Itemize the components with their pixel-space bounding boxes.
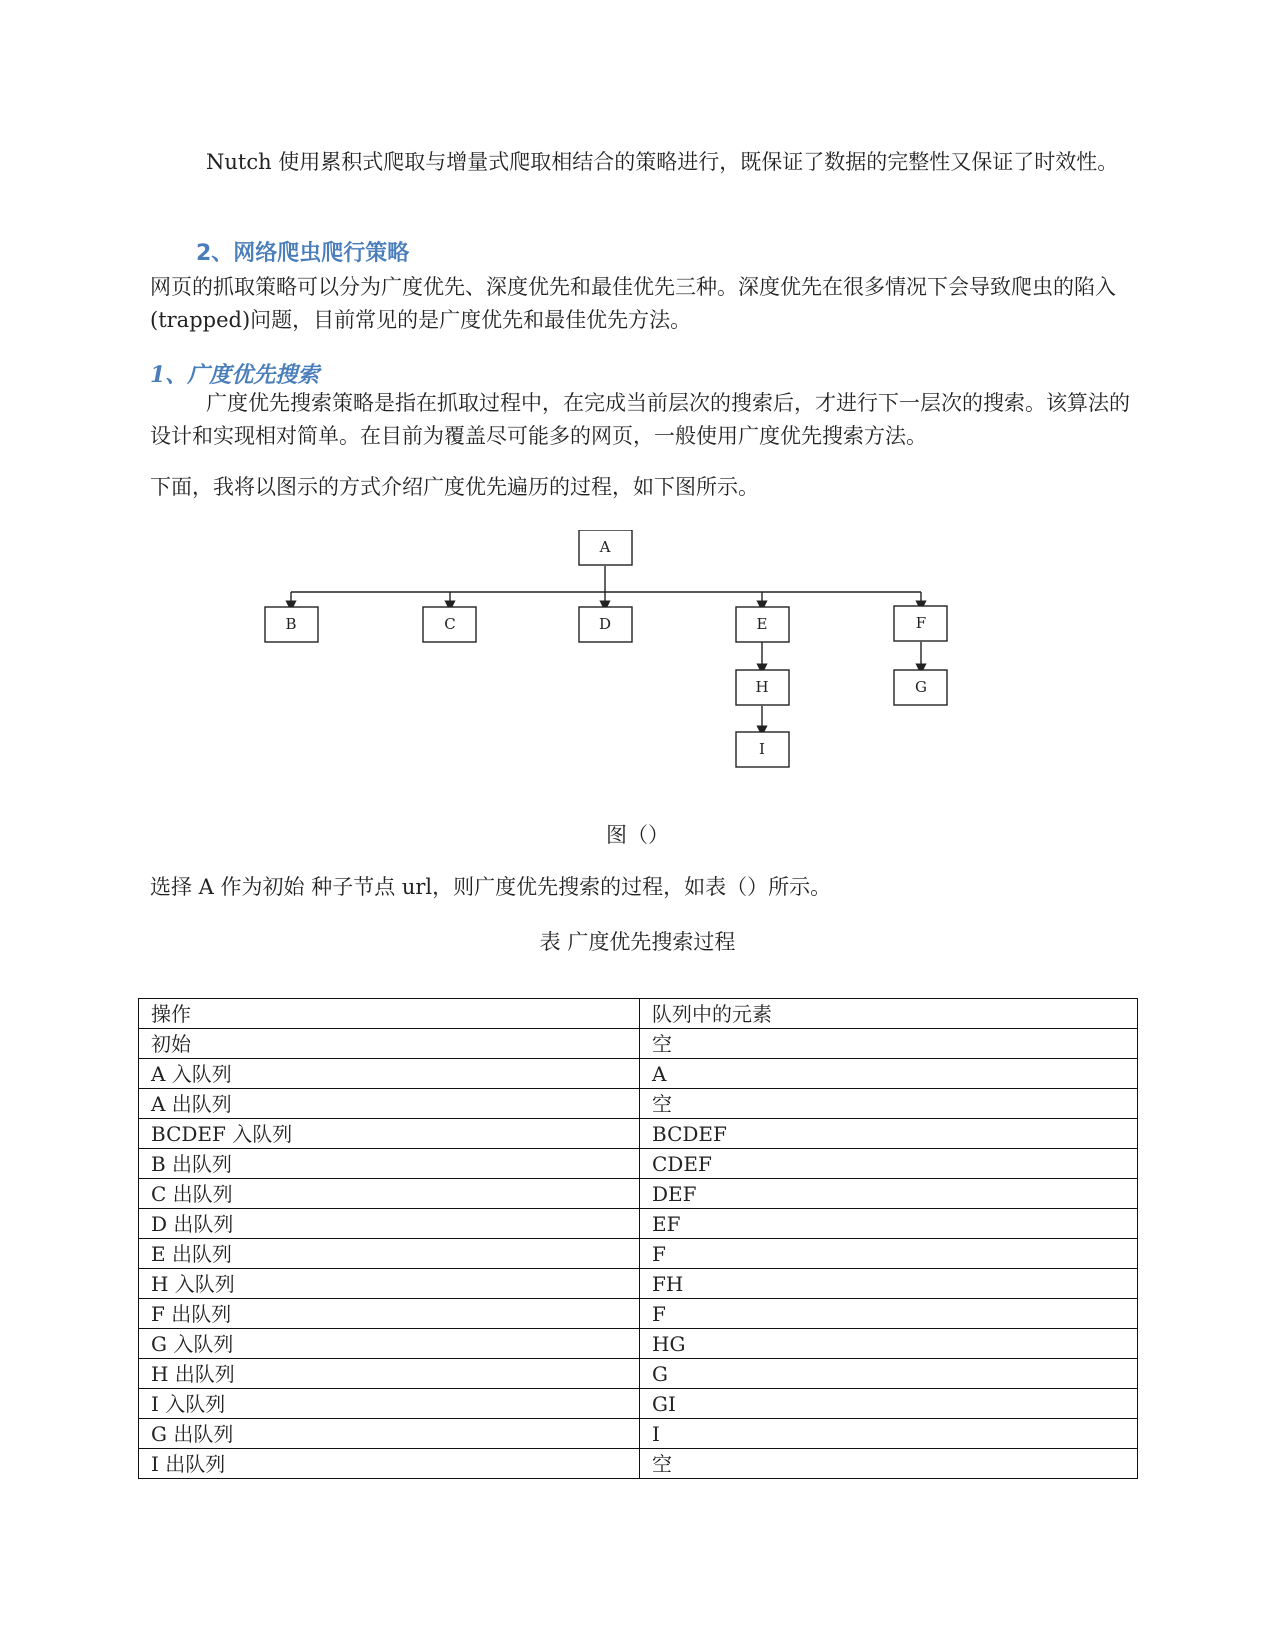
- queue-cell: F: [640, 1299, 1138, 1329]
- operation-cell: E 出队列: [139, 1239, 640, 1269]
- bfs-description-paragraph: 广度优先搜索策略是指在抓取过程中，在完成当前层次的搜索后，才进行下一层次的搜索。该算法的设计和实现相对简单。在目前为覆盖尽可能多的网页，一般使用广度优先搜索方法。: [150, 391, 1130, 448]
- table-row: [139, 1269, 1138, 1299]
- node-h-label: H: [755, 678, 769, 696]
- node-g-label: G: [915, 678, 927, 696]
- crawl-strategy-paragraph: 网页的抓取策略可以分为广度优先、深度优先和最佳优先三种。深度优先在很多情况下会导致爬虫的陷入(trapped)问题，目前常见的是广度优先和最佳优先方法。: [150, 275, 1116, 332]
- queue-cell: I: [640, 1419, 1138, 1449]
- node-i-label: I: [759, 740, 765, 758]
- table-row: [139, 1449, 1138, 1479]
- operation-cell: G 入队列: [139, 1329, 640, 1359]
- table-caption: 表 广度优先搜索过程: [539, 930, 736, 954]
- table-row: [139, 1359, 1138, 1389]
- table-row: [139, 1419, 1138, 1449]
- section-heading-crawl-strategy: 2、网络爬虫爬行策略: [196, 241, 410, 266]
- table-intro-paragraph: 选择 A 作为初始 种子节点 url，则广度优先搜索的过程，如表（）所示。: [150, 875, 832, 899]
- queue-cell: 空: [640, 1449, 1138, 1479]
- queue-cell: HG: [640, 1329, 1138, 1359]
- table-header-row: [139, 999, 1138, 1029]
- table-row: [139, 1239, 1138, 1269]
- tree-connectors: [291, 566, 921, 731]
- bfs-process-table: [138, 998, 1138, 1479]
- node-d-label: D: [598, 615, 612, 633]
- table-row: [139, 1089, 1138, 1119]
- operation-cell: B 出队列: [139, 1149, 640, 1179]
- figure-caption: 图（）: [606, 823, 669, 847]
- table-row: [139, 1059, 1138, 1089]
- operation-cell: F 出队列: [139, 1299, 640, 1329]
- operation-cell: I 出队列: [139, 1449, 640, 1479]
- bfs-figure-intro: 下面，我将以图示的方式介绍广度优先遍历的过程，如下图所示。: [150, 475, 759, 499]
- operation-cell: I 入队列: [139, 1389, 640, 1419]
- table-row: [139, 1119, 1138, 1149]
- operation-cell: 初始: [139, 1029, 640, 1059]
- node-c-label: C: [444, 615, 456, 633]
- queue-cell: FH: [640, 1269, 1138, 1299]
- queue-cell: DEF: [640, 1179, 1138, 1209]
- section-heading-bfs: 1、广度优先搜索: [150, 362, 320, 388]
- table-row: [139, 1299, 1138, 1329]
- header-cell-queue: 队列中的元素: [640, 999, 1138, 1029]
- queue-cell: BCDEF: [640, 1119, 1138, 1149]
- queue-cell: CDEF: [640, 1149, 1138, 1179]
- queue-cell: EF: [640, 1209, 1138, 1239]
- header-cell-operation: 操作: [139, 999, 640, 1029]
- operation-cell: D 出队列: [139, 1209, 640, 1239]
- intro-paragraph: Nutch 使用累积式爬取与增量式爬取相结合的策略进行，既保证了数据的完整性又保证了时效性。: [206, 150, 1119, 174]
- queue-cell: GI: [640, 1389, 1138, 1419]
- table-row: [139, 1029, 1138, 1059]
- table-row: [139, 1179, 1138, 1209]
- bfs-tree-diagram: [260, 530, 1020, 820]
- queue-cell: 空: [640, 1089, 1138, 1119]
- queue-cell: A: [640, 1059, 1138, 1089]
- table-row: [139, 1209, 1138, 1239]
- table-row: [139, 1149, 1138, 1179]
- queue-cell: F: [640, 1239, 1138, 1269]
- operation-cell: G 出队列: [139, 1419, 640, 1449]
- operation-cell: C 出队列: [139, 1179, 640, 1209]
- operation-cell: BCDEF 入队列: [139, 1119, 640, 1149]
- node-f-label: F: [915, 614, 927, 632]
- table-row: [139, 1329, 1138, 1359]
- node-e-label: E: [756, 615, 768, 633]
- table-row: [139, 1389, 1138, 1419]
- node-b-label: B: [285, 615, 297, 633]
- operation-cell: A 入队列: [139, 1059, 640, 1089]
- operation-cell: H 入队列: [139, 1269, 640, 1299]
- queue-cell: G: [640, 1359, 1138, 1389]
- operation-cell: A 出队列: [139, 1089, 640, 1119]
- node-a-label: A: [599, 538, 611, 556]
- queue-cell: 空: [640, 1029, 1138, 1059]
- operation-cell: H 出队列: [139, 1359, 640, 1389]
